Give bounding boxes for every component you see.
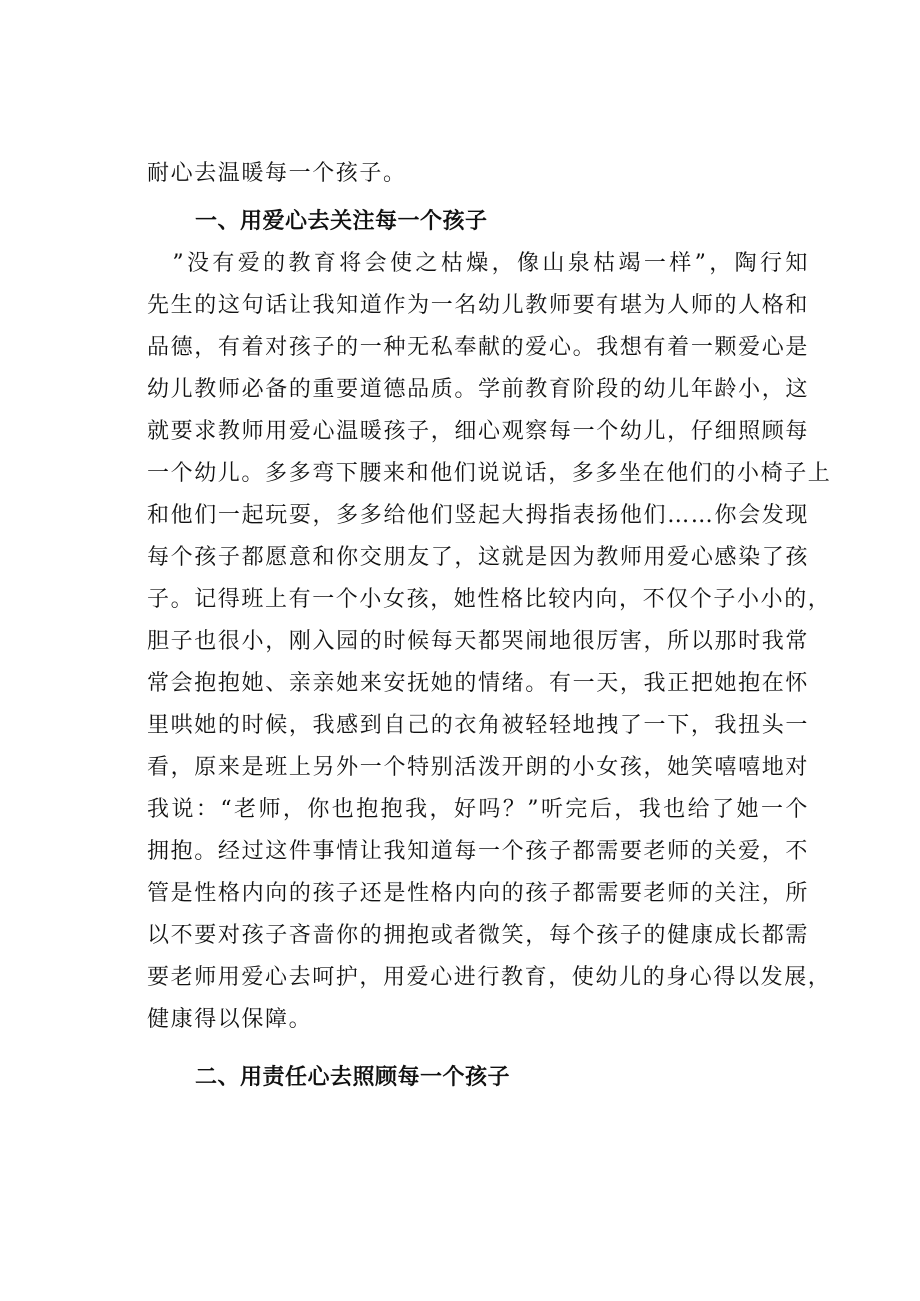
paragraph-line: 我说：“老师，你也抱抱我，好吗？”听完后，我也给了她一个 [147, 797, 809, 822]
paragraph-line: 看，原来是班上另外一个特别活泼开朗的小女孩，她笑嘻嘻地对 [147, 755, 809, 780]
section-1-paragraph [147, 243, 832, 1041]
intro-tail-line: 耐心去温暖每一个孩子。 [147, 161, 407, 186]
paragraph-line: 品德，有着对孩子的一种无私奉献的爱心。我想有着一颗爱心是 [147, 335, 809, 360]
paragraph-line: 常会抱抱她、亲亲她来安抚她的情绪。有一天，我正把她抱在怀 [147, 671, 809, 696]
paragraph-line: 每个孩子都愿意和你交朋友了，这就是因为教师用爱心感染了孩 [147, 545, 809, 570]
section-heading-1: 一、用爱心去关注每一个孩子 [195, 209, 488, 234]
spacer [147, 1041, 809, 1051]
paragraph-line: 先生的这句话让我知道作为一名幼儿教师要有堪为人师的人格和 [147, 293, 809, 318]
paragraph-line: 就要求教师用爱心温暖孩子，细心观察每一个幼儿，仔细照顾每 [147, 419, 809, 444]
paragraph-line: 和他们一起玩耍，多多给他们竖起大拇指表扬他们……你会发现 [147, 503, 809, 528]
paragraph-line: 拥抱。经过这件事情让我知道每一个孩子都需要老师的关爱，不 [147, 839, 809, 864]
paragraph-line: 健康得以保障。 [147, 1007, 313, 1032]
paragraph-line: 里哄她的时候，我感到自己的衣角被轻轻地拽了一下，我扭头一 [147, 713, 809, 738]
paragraph-line: ”没有爱的教育将会使之枯燥，像山泉枯竭一样”，陶行知 [147, 251, 809, 276]
paragraph-line: 幼儿教师必备的重要道德品质。学前教育阶段的幼儿年龄小，这 [147, 377, 809, 402]
paragraph-line: 管是性格内向的孩子还是性格内向的孩子都需要老师的关注，所 [147, 881, 809, 906]
section-heading-2: 二、用责任心去照顾每一个孩子 [195, 1065, 511, 1090]
paragraph-line: 要老师用爱心去呵护，用爱心进行教育，使幼儿的身心得以发展， [147, 965, 832, 990]
paragraph-line: 一个幼儿。多多弯下腰来和他们说说话，多多坐在他们的小椅子上 [147, 461, 832, 486]
paragraph-line: 胆子也很小，刚入园的时候每天都哭闹地很厉害，所以那时我常 [147, 629, 809, 654]
paragraph-line: 以不要对孩子吝啬你的拥抱或者微笑，每个孩子的健康成长都需 [147, 923, 809, 948]
paragraph-line: 子。记得班上有一个小女孩，她性格比较内向，不仅个子小小的， [147, 587, 832, 612]
document-body [147, 153, 832, 1099]
